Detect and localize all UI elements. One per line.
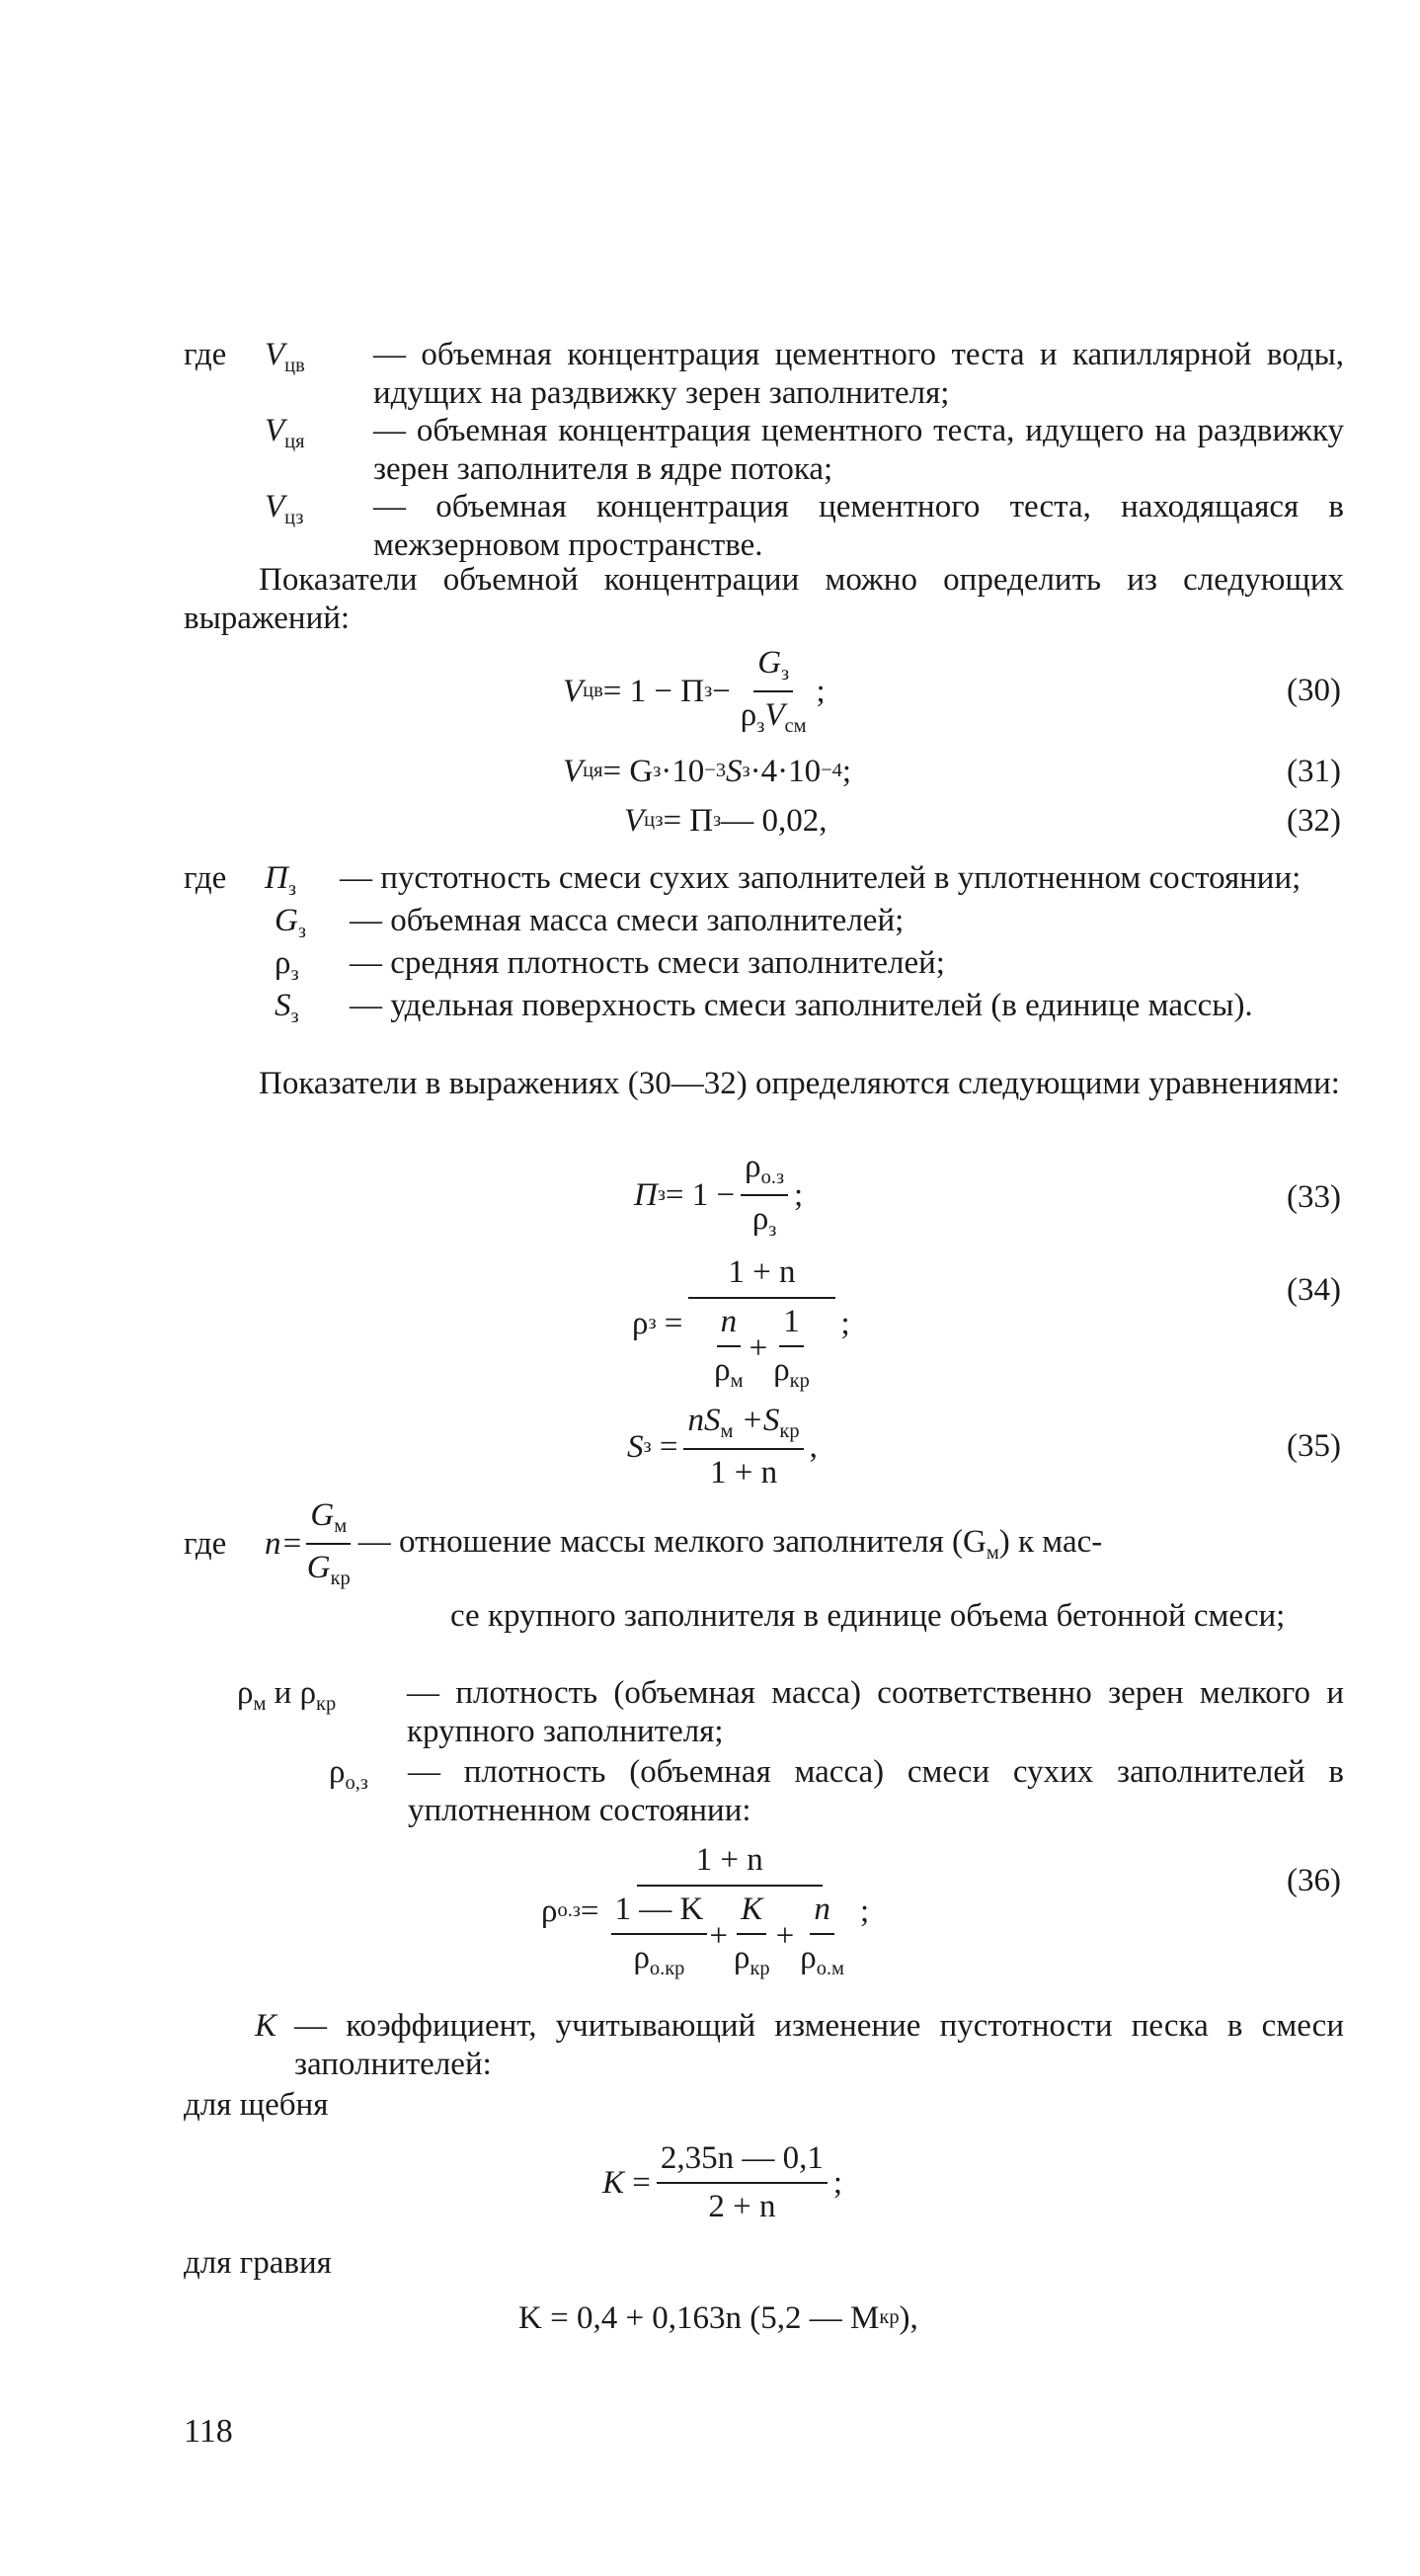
def-symbol: $\rho_{о,з}$: [329, 1754, 368, 1795]
def-symbol: $V_{цв}$: [265, 337, 305, 377]
equation-number: (30): [1287, 673, 1341, 708]
def-symbol: $\rho_з$: [275, 945, 299, 986]
fraction: $\frac{2,35n — 0,1}{2 + n}$: [657, 2139, 828, 2225]
equation-31-body: V ця = G з ·10 −3 S з ·4·10 −4 ;: [563, 754, 852, 789]
fraction: $\frac{nS_м +S_{кр}}{1 + n}$: [683, 1402, 803, 1492]
definitions-aggregate: [184, 859, 1344, 1029]
def-ratio-n: [184, 1496, 1344, 1636]
def-lead: где: [184, 1525, 227, 1562]
def-text: — отношение массы мелкого заполнителя $(G_м)$ к мас-: [357, 1523, 1103, 1564]
def-density: [184, 944, 1344, 987]
def-surface: [184, 987, 1344, 1029]
def-symbol: $G_з$: [275, 903, 306, 943]
equation-number: (31): [1287, 754, 1341, 789]
equation-number: (32): [1287, 803, 1341, 839]
equation-35-body: S з = $\frac{nS_м +S_{кр}}{1 + n}$ ,: [627, 1403, 818, 1491]
def-text: — коэффициент, учитывающий изменение пустотности песка в смеси заполнителей:: [294, 2008, 1344, 2082]
equation-30-body: V цв = 1 − Π з − $\frac{G_з}{\rho_зV_{см}}$ ;: [563, 644, 826, 738]
page-number: 118: [184, 2413, 233, 2450]
equation-number: (34): [1287, 1272, 1341, 1308]
equation-30: [0, 632, 1420, 738]
def-text-continued: се крупного заполнителя в единице объема бетонной смеси;: [450, 1598, 1286, 1635]
equation-number: (33): [1287, 1179, 1341, 1215]
equation-number: (35): [1287, 1428, 1341, 1464]
def-text: — плотность (объемная масса) смеси сухих заполнителей в уплотненном состоянии:: [408, 1754, 1344, 1828]
def-lead: где: [184, 337, 227, 372]
equation-k-crushed-body: K = $\frac{2,35n — 0,1}{2 + n}$ ;: [602, 2140, 843, 2224]
paragraph-equations: Показатели в выражениях (30—32) определяются следующими уравнениями:: [259, 1066, 1340, 1101]
def-text: — объемная концентрация цементного теста и капиллярной воды, идущих на раздвижку зерен заполнителя;: [373, 337, 1344, 411]
equation-34: [0, 1249, 1420, 1398]
def-text: — объемная концентрация цементного теста, идущего на раздвижку зерен заполнителя в ядре потока;: [373, 413, 1344, 487]
def-coefficient-k: [255, 2007, 1344, 2083]
def-porosity: [184, 859, 1344, 902]
equation-k-crushed: [0, 2129, 1420, 2237]
def-text: — объемная масса смеси заполнителей;: [350, 903, 905, 939]
equation-32: [0, 802, 1420, 851]
def-symbol: $S_з$: [275, 988, 299, 1028]
fraction: $\frac{G_з}{\rho_зV_{см}}$: [740, 644, 807, 738]
equation-31: [0, 753, 1420, 802]
equation-35: [0, 1398, 1420, 1506]
equation-36: [0, 1832, 1420, 1990]
def-text: — пустотность смеси сухих заполнителей в уплотненном состоянии;: [340, 860, 1302, 896]
fraction: 1 + n $\frac{1 — K}{\rho_{о.кр}}$ + $\frac{K}{\rho_{кр}}$ + $\frac{n}{\rho_{о.м}}$: [605, 1841, 854, 1981]
equation-36-body: ρ о.з = 1 + n $\frac{1 — K}{\rho_{о.кр}}$ + $\frac{K}{\rho_{кр}}$ + $\frac{n}{\rho_{о.м}}$ ;: [541, 1841, 870, 1980]
def-symbol: K: [255, 2008, 277, 2044]
equation-k-gravel: [0, 2299, 1420, 2349]
def-v-cv: [184, 336, 1344, 412]
def-text: — плотность (объемная масса) соответственно зерен мелкого и крупного заполнителя;: [407, 1675, 1344, 1749]
case-gravel: для гравия: [184, 2245, 332, 2281]
def-symbol: $\Pi_з$: [265, 860, 296, 901]
def-density-compacted: [329, 1753, 1344, 1829]
paragraph-expressions: Показатели объемной концентрации можно определить из следующих выражений:: [184, 562, 1344, 636]
equation-33-body: Π з = 1 − $\frac{\rho_{о.з}}{\rho_з}$ ;: [634, 1148, 804, 1242]
definitions-concentration: [184, 336, 1344, 565]
equation-33: [0, 1141, 1420, 1249]
fraction: 1 + n $\frac{n}{\rho_м}$ + $\frac{1}{\rho_{кр}}$: [688, 1253, 834, 1394]
def-bulk-mass: [184, 902, 1344, 944]
def-symbol: n=: [265, 1525, 303, 1562]
def-symbol: $\rho_м$ и $\rho_{кр}$: [237, 1675, 337, 1716]
def-symbol: $V_{ця}$: [265, 413, 305, 453]
equation-k-gravel-body: K = 0,4 + 0,163n (5,2 — M кр ),: [518, 2300, 918, 2336]
def-text: — удельная поверхность смеси заполнителей (в единице массы).: [350, 988, 1253, 1024]
fraction: $\frac{\rho_{о.з}}{\rho_з}$: [741, 1148, 788, 1243]
def-symbol: $V_{цз}$: [265, 489, 304, 529]
def-density-fine-coarse: [237, 1674, 1344, 1750]
def-text: — средняя плотность смеси заполнителей;: [350, 945, 945, 982]
fraction: $\frac{G_м}{G_{кр}}$: [306, 1497, 351, 1590]
case-crushed-stone: для щебня: [184, 2087, 329, 2123]
def-v-cz: [184, 488, 1344, 564]
equation-34-body: ρ з = 1 + n $\frac{n}{\rho_м}$ + $\frac{1}{\rho_{кр}}$ ;: [632, 1253, 850, 1393]
equation-number: (36): [1287, 1863, 1341, 1898]
def-v-cya: [184, 412, 1344, 488]
def-lead: где: [184, 860, 227, 896]
equation-32-body: V цз = Π з — 0,02,: [624, 803, 828, 839]
def-text: — объемная концентрация цементного теста, находящаяся в межзерновом пространстве.: [373, 489, 1344, 564]
